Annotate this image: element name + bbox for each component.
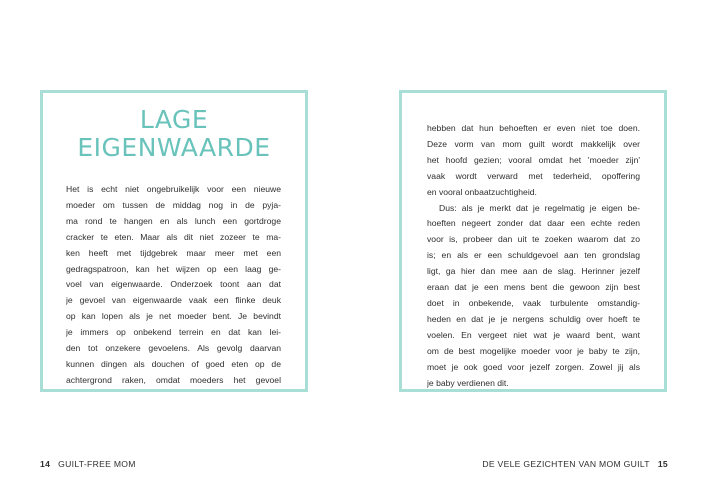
left-footer [40,459,136,469]
text-line: je immers op onbekend terrein en dat kan lei- [66,327,281,338]
text-line: ken heeft met tijdgebrek maar meer met een [66,247,281,258]
text-line: Dus: als je merkt dat je regelmatig je eigen be- [439,202,640,213]
text-line: Deze vorm van mom guilt wordt makkelijk over [427,138,640,149]
text-line: kunnen dingen als douchen of goed eten op de [66,358,281,369]
page-number-right: 15 [657,459,668,469]
text-line: ma rond te hangen en als lunch een gortdroge [66,215,281,226]
text-line: op kan lopen als je net moeder bent. Je bevindt [66,311,281,322]
right-footer [482,459,668,469]
text-line: ligt, ga hier dan mee aan de slag. Herinner jezelf [427,266,640,277]
text-line: eraan dat je een mens bent die gewoon zijn best [427,282,640,293]
text-line: moeder om tussen de middag nog in de pyja- [66,199,281,210]
page-number-left: 14 [40,459,51,469]
text-line: voelen. En vergeet niet wat je waard bent, want [427,329,640,340]
section-title-line-1: LAGE [139,105,209,134]
running-head-left: GUILT-FREE MOM [58,459,136,469]
right-body-text [427,121,640,391]
section-title-line-2: EIGENWAARDE [77,133,271,162]
text-line: je baby verdienen dit. [427,377,509,388]
text-line: hebben dat hun behoeften er even niet toe doen. [427,123,640,133]
text-line: cracker te eten. Maar als dit niet zozeer te ma- [66,231,281,242]
section-title [40,106,308,162]
text-line: moet je ook goed voor jezelf zorgen. Zowel jij als [427,361,640,372]
left-body-text [66,182,281,389]
text-line: Het is echt niet ongebruikelijk voor een nieuwe [66,184,281,194]
text-line: achtergrond raken, omdat moeders het gevoel [66,374,281,385]
text-line: hoeften negeert zonder dat daar een echte reden [427,218,640,229]
text-line: om de best mogelijke moeder voor je baby te zijn, [427,345,640,356]
text-line: vaak wordt verward met tederheid, opoffering [427,170,640,181]
text-line: doet in onbekende, vaak turbulente omstandig- [427,297,640,308]
text-line: het hoofd gezien; vooral omdat het 'moeder zijn' [427,154,640,165]
text-line: en vooral onbaatzuchtigheid. [427,186,537,197]
text-line: je gevoel van eigenwaarde vaak een flinke deuk [66,295,281,306]
text-line: voor is, probeer dan uit te zoeken waarom dat zo [427,234,640,245]
text-line: heden en dat je je nergens schuldig over hoeft te [427,313,640,324]
text-line: voel van eigenwaarde. Onderzoek toont aan dat [66,279,281,290]
text-line: gedragspatroon, kan het wijzen op een laag ge- [66,263,281,274]
text-line: is; en als er een schuldgevoel aan ten grondslag [427,250,640,261]
running-head-right: DE VELE GEZICHTEN VAN MOM GUILT [482,459,650,469]
text-line: den tot onzekere gevoelens. Als gevolg daarvan [66,343,281,354]
